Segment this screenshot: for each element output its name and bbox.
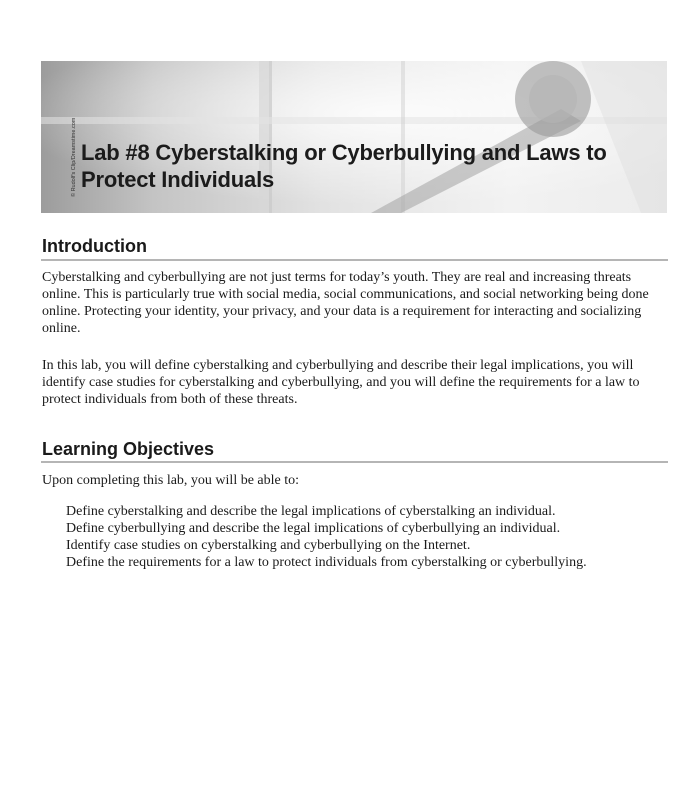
learning-objectives-list (66, 503, 587, 571)
learning-objectives-heading: Learning Objectives (42, 439, 215, 459)
learning-objectives-intro: Upon completing this lab, you will be able to: (42, 473, 300, 488)
lab-title-line-1: Lab #8 Cyberstalking or Cyberbullying and Laws to (81, 140, 607, 165)
photo-credit: © Rudolf's Clip/Dreamstime.com (71, 117, 77, 197)
objective-item: Identify case studies on cyberstalking and cyberbullying on the Internet. (66, 538, 471, 553)
introduction-divider (41, 259, 668, 261)
chapter-banner (41, 61, 667, 213)
objective-item: Define the requirements for a law to protect individuals from cyberstalking or cyberbullying. (66, 555, 587, 570)
lab-title-line-2: Protect Individuals (81, 167, 275, 192)
lab-title (81, 139, 607, 193)
introduction-paragraph-2: In this lab, you will define cyberstalking and cyberbullying and describe their legal implications, you will identify case studies for cyberstalking and cyberbullying, and you will define the requirements for a law to protect individuals from both of these threats. (42, 358, 640, 407)
introduction-paragraph-1: Cyberstalking and cyberbullying are not just terms for today’s youth. They are real and increasing threats online. This is particularly true with social media, social communications, and social networking being done online. Protecting your identity, your privacy, and your data is a requirement for interacting and socializing online. (42, 270, 649, 336)
objective-item: Define cyberbullying and describe the legal implications of cyberbullying an individual. (66, 521, 561, 536)
objective-item: Define cyberstalking and describe the legal implications of cyberstalking an individual. (66, 504, 556, 519)
learning-objectives-divider (41, 461, 668, 463)
introduction-heading: Introduction (42, 236, 147, 256)
